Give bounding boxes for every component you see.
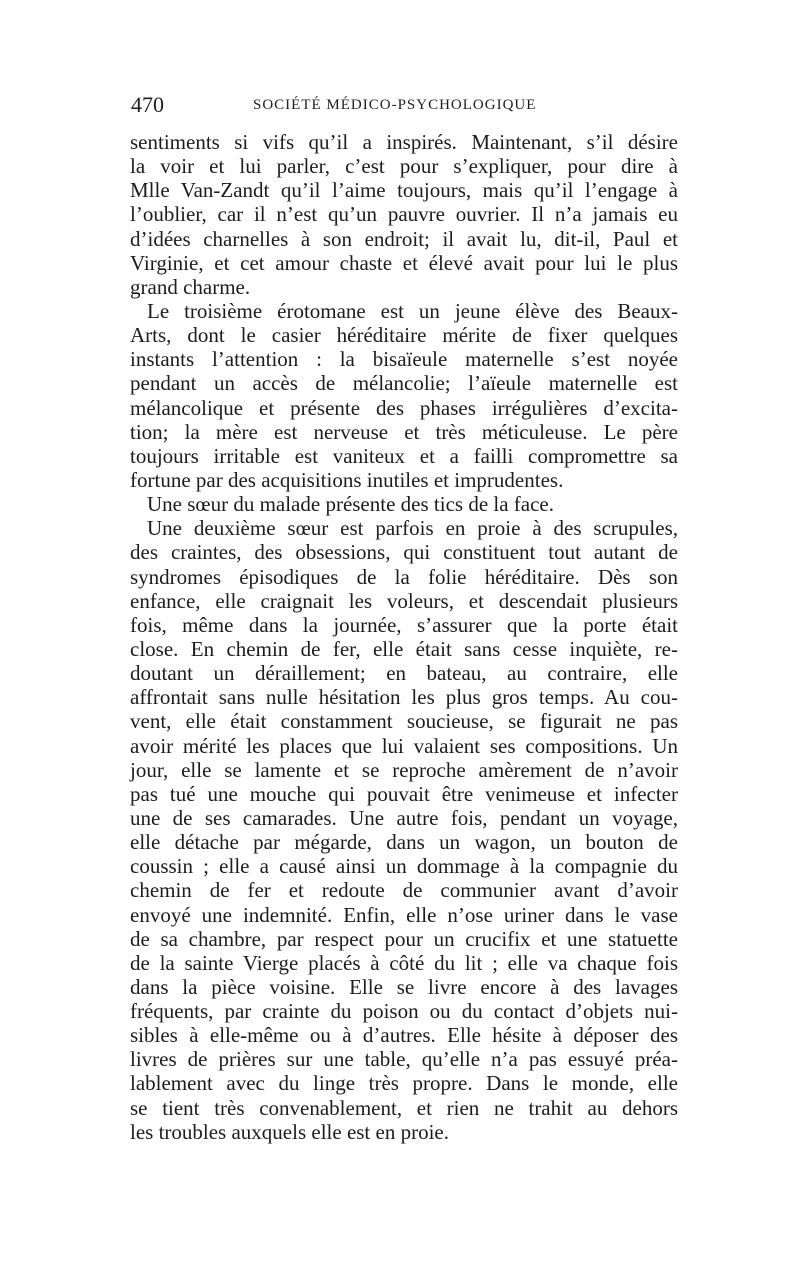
text-line: enfance, elle craignait les voleurs, et descendait plusieurs (130, 588, 678, 613)
running-title: SOCIÉTÉ MÉDICO-PSYCHOLOGIQUE (253, 97, 537, 113)
text-line: lablement avec du linge très propre. Dans le monde, elle (130, 1071, 678, 1096)
text-line: jour, elle se lamente et se reproche amèrement de n’avoir (130, 757, 678, 782)
text-line: fortune par des acquisitions inutiles et imprudentes. (130, 467, 564, 492)
text-line: d’idées charnelles à son endroit; il avait lu, dit-il, Paul et (130, 226, 678, 251)
text-line: de sa chambre, par respect pour un crucifix et une statuette (130, 926, 678, 951)
text-line: des craintes, des obsessions, qui constituent tout autant de (130, 540, 678, 565)
text-line: dans la pièce voisine. Elle se livre encore à des lavages (130, 974, 678, 999)
text-line: close. En chemin de fer, elle était sans cesse inquiète, re- (130, 636, 678, 661)
text-line: Une deuxième sœur est parfois en proie à des scrupules, (147, 516, 678, 541)
text-line: l’oublier, car il n’est qu’un pauvre ouvrier. Il n’a jamais eu (130, 202, 678, 227)
text-line: Le troisième érotomane est un jeune élève des Beaux- (147, 298, 678, 323)
text-line: fréquents, par crainte du poison ou du contact d’objets nui- (130, 999, 678, 1024)
text-line: tion; la mère est nerveuse et très méticuleuse. Le père (130, 419, 678, 444)
text-line: toujours irritable est vaniteux et a failli compromettre sa (130, 443, 678, 468)
body-text (130, 130, 678, 1144)
text-line: Une sœur du malade présente des tics de la face. (147, 492, 554, 517)
text-line: doutant un déraillement; en bateau, au contraire, elle (130, 661, 678, 686)
text-line: se tient très convenablement, et rien ne trahit au dehors (130, 1095, 678, 1120)
text-line: sibles à elle-même ou à d’autres. Elle hésite à déposer des (130, 1023, 678, 1048)
text-line: la voir et lui parler, c’est pour s’expliquer, pour dire à (130, 154, 678, 179)
text-line: syndromes épisodiques de la folie héréditaire. Dès son (130, 564, 678, 589)
text-line: de la sainte Vierge placés à côté du lit ; elle va chaque fois (130, 950, 678, 975)
text-line: une de ses camarades. Une autre fois, pendant un voyage, (130, 805, 678, 830)
page-number: 470 (131, 92, 164, 117)
text-line: grand charme. (130, 274, 251, 299)
text-line: chemin de fer et redoute de communier avant d’avoir (130, 878, 678, 903)
page-header (131, 90, 673, 120)
text-line: pendant un accès de mélancolie; l’aïeule maternelle est (130, 371, 678, 396)
text-line: livres de prières sur une table, qu’elle n’a pas essuyé préa- (130, 1047, 678, 1072)
text-line: envoyé une indemnité. Enfin, elle n’ose uriner dans le vase (130, 902, 678, 927)
text-line: avoir mérité les places que lui valaient ses compositions. Un (130, 733, 678, 758)
text-line: Mlle Van-Zandt qu’il l’aime toujours, mais qu’il l’engage à (130, 178, 678, 203)
text-line: affrontait sans nulle hésitation les plus gros temps. Au cou- (130, 685, 678, 710)
text-line: fois, même dans la journée, s’assurer que la porte était (130, 612, 678, 637)
text-line: mélancolique et présente des phases irrégulières d’excita- (130, 395, 678, 420)
text-line: pas tué une mouche qui pouvait être venimeuse et infecter (130, 781, 678, 806)
text-line: vent, elle était constamment soucieuse, se figurait ne pas (130, 709, 678, 734)
text-line: Arts, dont le casier héréditaire mérite de fixer quelques (130, 323, 678, 348)
text-line: instants l’attention : la bisaïeule maternelle s’est noyée (130, 347, 678, 372)
text-line: les troubles auxquels elle est en proie. (130, 1119, 449, 1144)
text-line: sentiments si vifs qu’il a inspirés. Maintenant, s’il désire (130, 130, 678, 154)
text-line: elle détache par mégarde, dans un wagon, un bouton de (130, 830, 678, 855)
text-line: coussin ; elle a causé ainsi un dommage à la compagnie du (130, 854, 678, 879)
text-line: Virginie, et cet amour chaste et élevé avait pour lui le plus (130, 250, 678, 275)
